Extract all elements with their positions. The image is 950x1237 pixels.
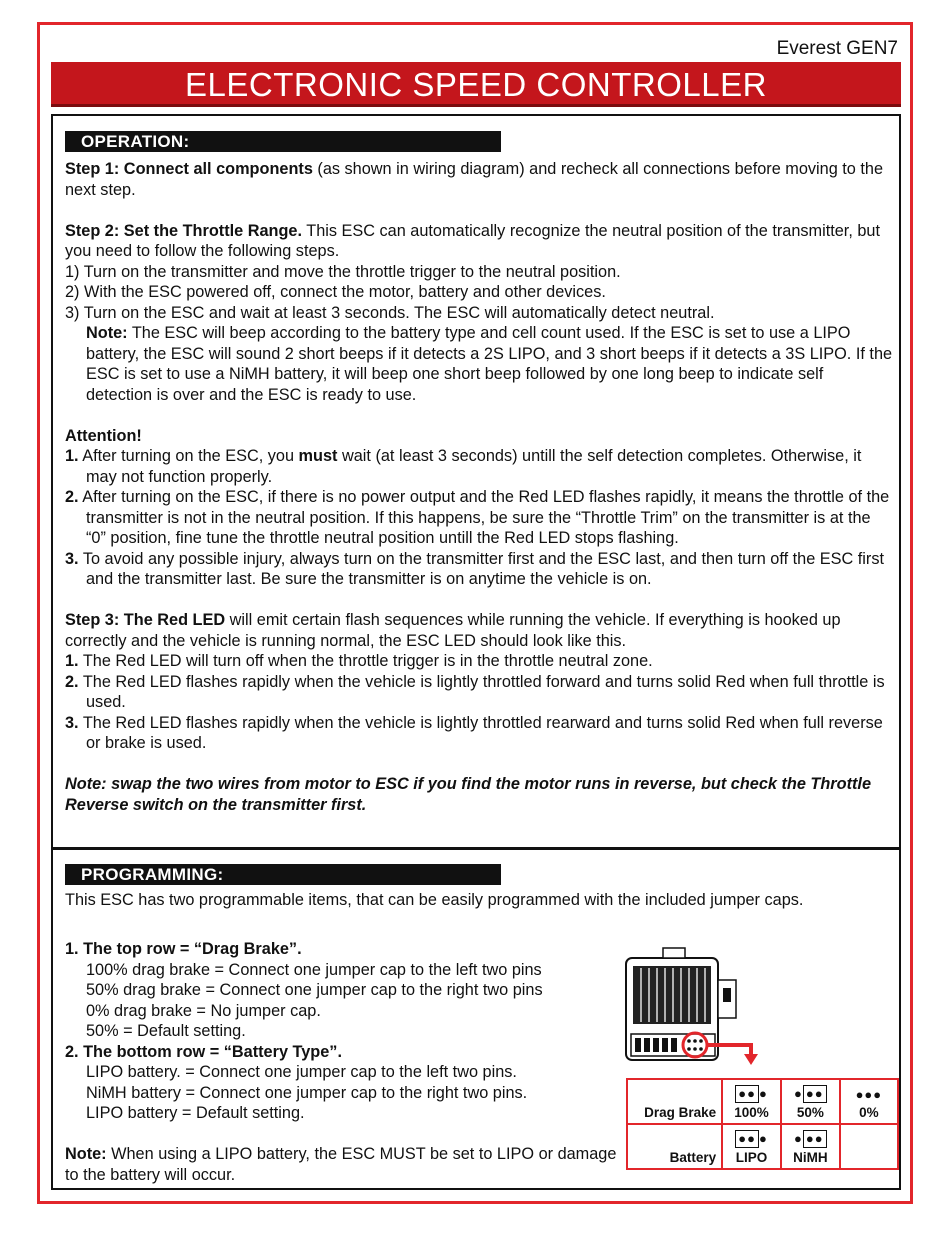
battery-type-line: LIPO battery. = Connect one jumper cap to the left two pins.: [86, 1063, 517, 1081]
step1: [65, 159, 893, 200]
cell-value: 100%: [734, 1105, 769, 1120]
step3: [65, 610, 893, 651]
row-label-battery: Battery: [627, 1124, 722, 1169]
battery-type-line: NiMH battery = Connect one jumper cap to the right two pins.: [86, 1083, 528, 1102]
step2: [65, 221, 893, 262]
cell-drag-100: [722, 1079, 781, 1124]
cell-value: NiMH: [793, 1150, 828, 1165]
attention-item-3: [65, 549, 893, 590]
lipo-note-label: Note:: [65, 1145, 107, 1163]
page-title: ELECTRONIC SPEED CONTROLLER: [185, 66, 767, 103]
step1-text: (as shown in wiring diagram) and recheck all connections before moving to the next step.: [65, 160, 884, 199]
step2-note-text: The ESC will beep according to the battery type and cell count used. If the ESC is set to use a LIPO battery, the ESC will sound 2 short beeps if it detects a 2S LIPO, and 3 short beeps if it detects a 3S LIPO. If the ESC is set to use a NiMH battery, it will beep one short beep followed by one long beep to indicate self detection is over and the ESC is ready to use.: [86, 324, 893, 404]
operation-heading: OPERATION:: [65, 131, 501, 152]
cell-drag-0: [840, 1079, 898, 1124]
cell-value: LIPO: [735, 1150, 768, 1165]
jumper-pins-icon: ● ●●: [785, 1085, 836, 1103]
lipo-note-text: When using a LIPO battery, the ESC MUST be set to LIPO or damage to the battery will occur.: [65, 1145, 617, 1184]
cell-empty: [840, 1124, 898, 1169]
programming-heading: PROGRAMMING:: [65, 864, 501, 885]
model-name: Everest GEN7: [776, 38, 898, 59]
step3-item-1-text: The Red LED will turn off when the throttle trigger is in the throttle neutral zone.: [78, 652, 653, 670]
programming-section: [51, 848, 901, 1190]
step3-item-1-number: 1.: [65, 652, 79, 670]
drag-brake-title: [65, 939, 625, 960]
attention-item-1-emphasis: must: [298, 447, 338, 465]
battery-type-title: [65, 1042, 625, 1063]
attention-item-2-number: 2.: [65, 488, 79, 506]
operation-text: [65, 159, 893, 815]
jumper-pins-icon: ●● ●: [726, 1130, 777, 1148]
step2-item-3: 3) Turn on the ESC and wait at least 3 seconds. The ESC will automatically detect neutral.: [65, 303, 715, 322]
step3-item-3: [65, 713, 893, 754]
drag-brake-line: 50% drag brake = Connect one jumper cap to the right two pins: [86, 981, 543, 999]
attention-item-2: [65, 487, 893, 549]
step2-note: [65, 323, 893, 405]
attention-title-text: Attention!: [65, 426, 142, 445]
jumper-settings-table: [626, 1078, 899, 1170]
step3-text: will emit certain flash sequences while running the vehicle. If everything is hooked up correctly and the vehicle is running normal, the ESC LED should look like this.: [65, 611, 841, 650]
step2-text: This ESC can automatically recognize the neutral position of the transmitter, but you need to follow the following steps.: [65, 221, 880, 260]
attention-item-1-text-b: wait (at least 3 seconds) untill the self detection completes. Otherwise, it may not function properly.: [86, 447, 862, 486]
programming-intro: This ESC has two programmable items, that can be easily programmed with the included jumper caps.: [65, 891, 804, 909]
cell-value: 50%: [796, 1105, 824, 1120]
cell-battery-lipo: [722, 1124, 781, 1169]
attention-item-1: [65, 446, 893, 487]
cell-drag-50: [781, 1079, 840, 1124]
attention-title: [65, 426, 893, 447]
esc-connector: [663, 948, 685, 958]
step3-item-1: [65, 651, 893, 672]
battery-type-line: LIPO battery = Default setting.: [86, 1104, 305, 1122]
step2-note-label: Note:: [86, 324, 128, 342]
attention-item-3-text: To avoid any possible injury, always turn on the transmitter first and the ESC last, and then turn off the ESC first and the transmitter last. Be sure the transmitter is on anytime the vehicle is on.: [78, 549, 885, 588]
attention-item-1-text-a: After turning on the ESC, you: [78, 447, 299, 465]
attention-item-2-text: After turning on the ESC, if there is no power output and the Red LED flashes rapidly, it means the throttle of the transmitter is not in the neutral position. If this happens, be sure the “Throttle Trim” on the transmitter is at the “0” position, fine tune the throttle neutral position untill the Red LED stops flashing.: [78, 488, 890, 547]
row-label-drag-brake: Drag Brake: [627, 1079, 722, 1124]
jumper-pins-icon: ●●●: [855, 1087, 883, 1102]
attention-item-3-number: 3.: [65, 549, 79, 568]
step3-item-2: [65, 672, 893, 713]
cell-value: 0%: [859, 1105, 879, 1120]
drag-brake-line: 50% = Default setting.: [86, 1022, 246, 1040]
drag-brake-line: 0% drag brake = No jumper cap.: [86, 1001, 321, 1020]
step3-item-2-text: The Red LED flashes rapidly when the vehicle is lightly throttled forward and turns solid Red when full throttle is used.: [78, 672, 885, 711]
esc-heatsink: [633, 966, 711, 1024]
cell-battery-nimh: [781, 1124, 840, 1169]
operation-section: [51, 114, 901, 849]
battery-type-title-text: 2. The bottom row = “Battery Type”.: [65, 1042, 342, 1061]
reverse-note: Note: swap the two wires from motor to ESC if you find the motor runs in reverse, but check the Throttle Reverse switch on the transmitter first.: [65, 775, 872, 814]
step1-title: Step 1: Connect all components: [65, 160, 313, 178]
jumper-pins-icon: ● ●●: [785, 1130, 836, 1148]
step3-item-3-text: The Red LED flashes rapidly when the vehicle is lightly throttled rearward and turns solid Red when full reverse or brake is used.: [78, 713, 883, 752]
step3-title: Step 3: The Red LED: [65, 611, 226, 629]
table-row: [627, 1124, 898, 1169]
step2-item-2: 2) With the ESC powered off, connect the motor, battery and other devices.: [65, 283, 606, 301]
table-row: [627, 1079, 898, 1124]
step2-title: Step 2: Set the Throttle Range.: [65, 221, 303, 240]
attention-item-1-number: 1.: [65, 447, 79, 465]
drag-brake-title-text: 1. The top row = “Drag Brake”.: [65, 940, 302, 958]
lipo-note: [65, 1144, 625, 1185]
step3-item-3-number: 3.: [65, 713, 79, 732]
programming-text: [65, 939, 625, 1185]
page-title-banner: [51, 62, 901, 105]
step3-item-2-number: 2.: [65, 672, 79, 691]
step2-item-1: 1) Turn on the transmitter and move the throttle trigger to the neutral position.: [65, 262, 621, 281]
drag-brake-line: 100% drag brake = Connect one jumper cap to the left two pins: [86, 960, 542, 979]
banner-shadow: [51, 104, 901, 107]
jumper-pins-icon: ●● ●: [726, 1085, 777, 1103]
esc-diagram: [623, 940, 763, 1070]
